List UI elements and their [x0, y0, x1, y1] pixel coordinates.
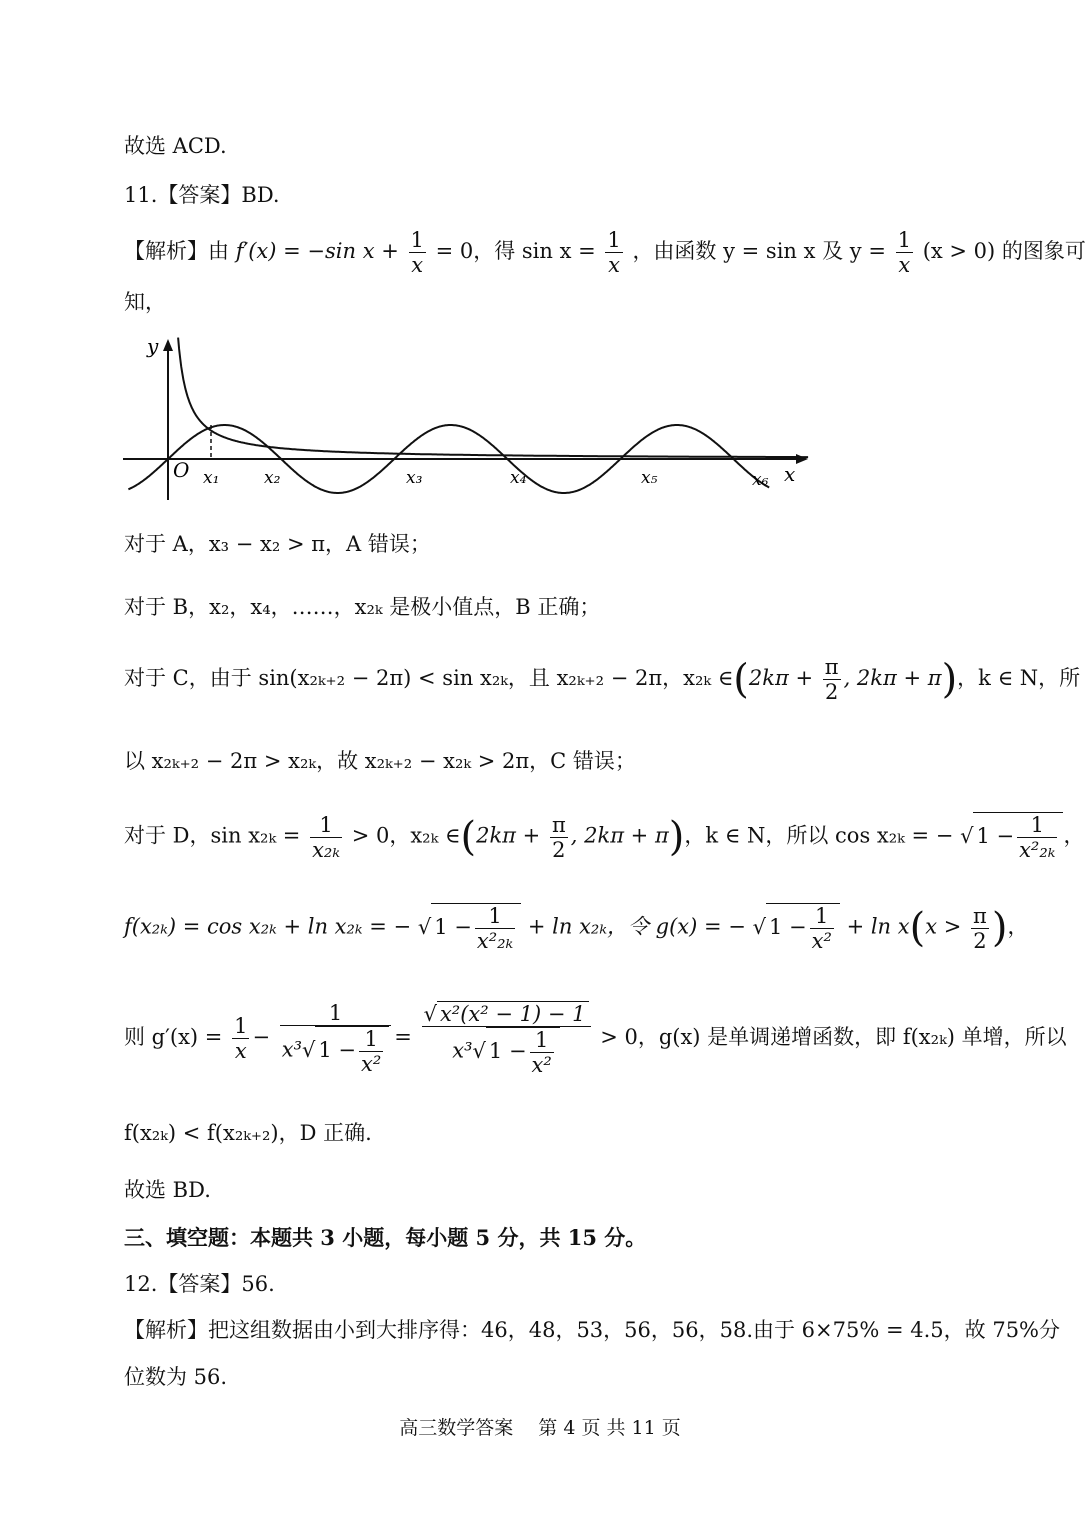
x-tick-label: x₆ — [752, 470, 769, 490]
section-heading: 三、填空题：本题共 3 小题，每小题 5 分，共 15 分。 — [124, 1225, 647, 1250]
origin-label: O — [173, 458, 190, 482]
text-line: 知， — [124, 290, 166, 314]
option-d-line2: f(x₂ₖ) = cos x₂ₖ + ln x₂ₖ = − √ 1 − $\frac{1}{\text{x²₂ₖ}}$ + ln x₂ₖ，令 g(x) = − √ 1 − $\frac{1}{\text{x²}}$ + ln x(x > $\frac{\pi}{2}$ )， — [124, 903, 1029, 954]
option-d-line3: 则 g′(x) = $\frac{1}{x}$ − 1 x³√ 1 − $\frac{1}{\text{x²}}$ = √ x²(x² − 1) − 1 x³√ 1 − $\frac{1}{\text{x²}}$ > 0，g(x) 是单调递增函数，即 f(x₂ₖ) 单增，所以 — [124, 1000, 1067, 1078]
y-axis-label: y — [147, 334, 159, 358]
x-tick-label: x₃ — [406, 468, 423, 488]
x-tick-label: x₂ — [264, 468, 281, 488]
analysis-12-line1: 【解析】把这组数据由小到大排序得：46，48，53，56，56，58.由于 6×75% = 4.5，故 75%分 — [124, 1318, 1061, 1342]
option-c-line2: 以 x₂ₖ₊₂ − 2π > x₂ₖ，故 x₂ₖ₊₂ − x₂ₖ > 2π，C 错误； — [124, 749, 636, 773]
option-d-line1: 对于 D，sin x₂ₖ = $\frac{1}{\text{x₂ₖ}}$ > 0，x₂ₖ ∈(2kπ + $\frac{\pi}{2}$ , 2kπ + π)，k ∈ N，所以 cos x₂ₖ = − √ 1 − $\frac{1}{\text{x²₂ₖ}}$ ， — [124, 812, 1085, 863]
analysis-11-line1: 【解析】由 f′(x) = −sin x + $\frac{1}{x}$ = 0，得 sin x = $\frac{1}{x}$ ，由函数 y = sin x 及 y = $\frac{1}{x}$ (x > 0) 的图象可 — [124, 228, 1086, 278]
x-tick-label: x₁ — [203, 468, 220, 488]
option-d-line4: f(x₂ₖ) < f(x₂ₖ₊₂)，D 正确. — [124, 1121, 372, 1145]
x-tick-label: x₅ — [641, 468, 658, 488]
answer-12: 12.【答案】56. — [124, 1272, 275, 1296]
x-axis-label: x — [784, 462, 796, 486]
text-line: 故选 BD. — [124, 1178, 211, 1202]
text-line: 故选 ACD. — [124, 134, 227, 158]
option-a: 对于 A，x₃ − x₂ > π，A 错误； — [124, 532, 431, 556]
option-b: 对于 B，x₂，x₄，……，x₂ₖ 是极小值点，B 正确； — [124, 595, 601, 619]
page-footer: 高三数学答案 第 4 页 共 11 页 — [399, 1417, 681, 1439]
analysis-12-line2: 位数为 56. — [124, 1365, 228, 1389]
option-c-line1: 对于 C，由于 sin(x₂ₖ₊₂ − 2π) < sin x₂ₖ，且 x₂ₖ₊₂ − 2π，x₂ₖ ∈(2kπ + $\frac{\pi}{2}$ , 2kπ + π)，k ∈ N，所 — [124, 655, 1081, 705]
x-tick-label: x₄ — [510, 468, 527, 488]
answer-11: 11.【答案】BD. — [124, 183, 280, 207]
function-graph — [118, 335, 808, 505]
